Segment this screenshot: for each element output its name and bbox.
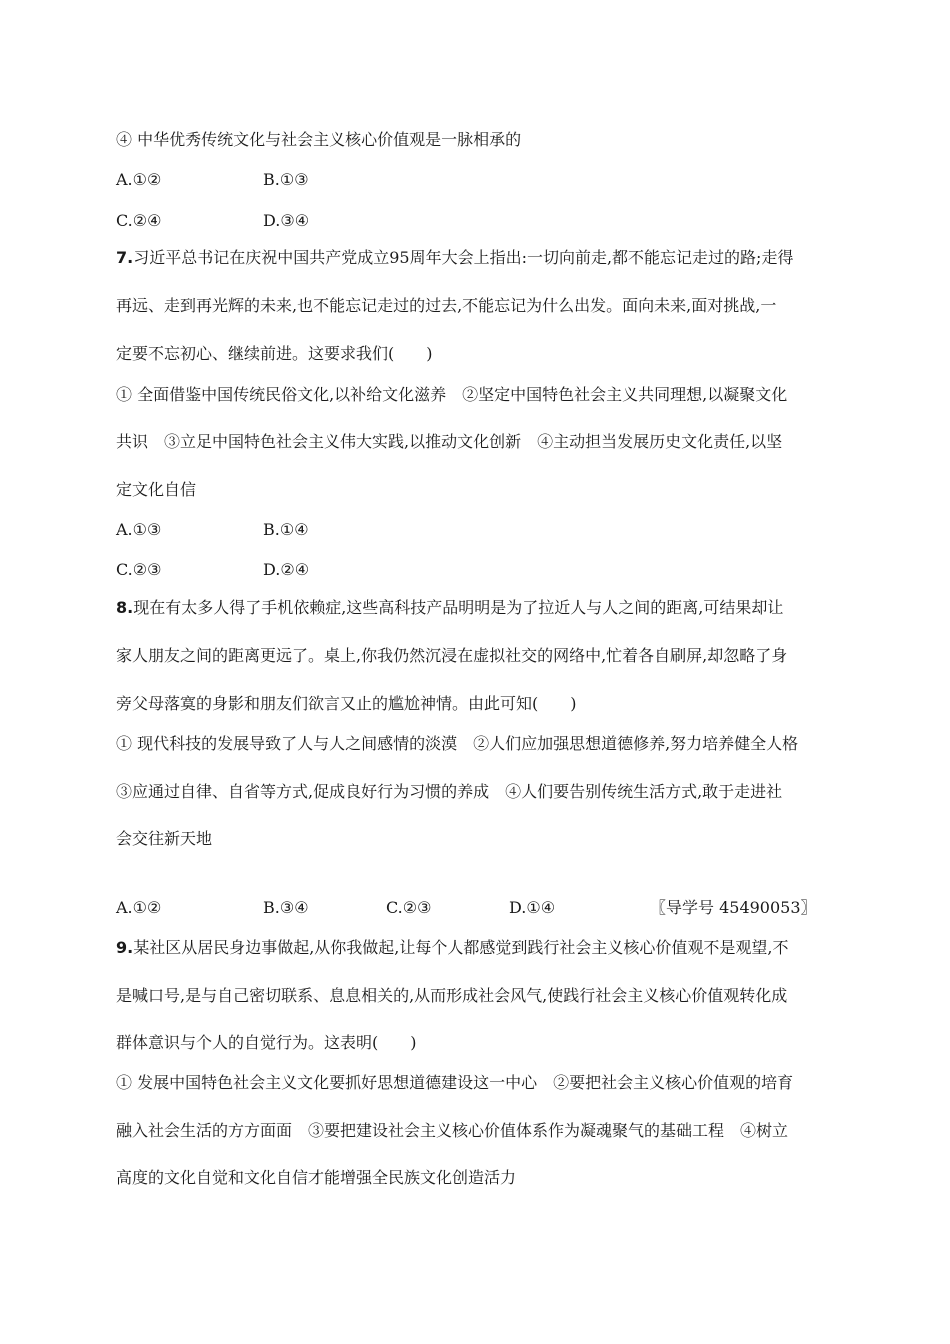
q6-option-d: D.③④ [263, 211, 310, 230]
q6-option-b: B.①③ [263, 170, 309, 189]
q8-number: 8. [116, 598, 134, 617]
q6-option-a: A.①② [116, 170, 162, 189]
q9-number: 9. [116, 938, 134, 957]
q7-option-d: D.②④ [263, 560, 310, 579]
q8-statements-line-2: ③应通过自律、自省等方式,促成良好行为习惯的养成 ④人们要告别传统生活方式,敢于走进社 [116, 782, 783, 801]
q8-stem-line-1: 8.现在有太多人得了手机依赖症,这些高科技产品明明是为了拉近人与人之间的距离,可结果却让 [116, 598, 784, 617]
q8-guide-number: 〖导学号 45490053〗 [650, 898, 817, 917]
q8-statements-line-3: 会交往新天地 [116, 829, 213, 848]
q8-option-a: A.①② [116, 898, 162, 917]
q7-statements-line-1: ① 全面借鉴中国传统民俗文化,以补给文化滋养 ②坚定中国特色社会主义共同理想,以凝聚文化 [116, 385, 788, 404]
q7-option-a: A.①③ [116, 520, 162, 539]
q7-statements-line-2: 共识 ③立足中国特色社会主义伟大实践,以推动文化创新 ④主动担当发展历史文化责任,以坚 [116, 432, 783, 451]
q8-option-d: D.①④ [509, 898, 556, 917]
q9-statements-line-2: 融入社会生活的方方面面 ③要把建设社会主义核心价值体系作为凝魂聚气的基础工程 ④树立 [116, 1121, 789, 1140]
q8-stem-line-3: 旁父母落寞的身影和朋友们欲言又止的尴尬神情。由此可知( ) [116, 694, 577, 713]
q8-stem-line-2: 家人朋友之间的距离更远了。桌上,你我仍然沉浸在虚拟社交的网络中,忙着各自刷屏,却忽略了身 [116, 646, 788, 665]
q8-option-b: B.③④ [263, 898, 309, 917]
q7-number: 7. [116, 248, 134, 267]
q9-statements-line-1: ① 发展中国特色社会主义文化要抓好思想道德建设这一中心 ②要把社会主义核心价值观的培育 [116, 1073, 794, 1092]
q7-stem-line-1: 7.习近平总书记在庆祝中国共产党成立95周年大会上指出:一切向前走,都不能忘记走过的路;走得 [116, 248, 794, 267]
q9-stem-line-1: 9.某社区从居民身边事做起,从你我做起,让每个人都感觉到践行社会主义核心价值观不是观望,不 [116, 938, 789, 957]
q9-statements-line-3: 高度的文化自觉和文化自信才能增强全民族文化创造活力 [116, 1168, 517, 1187]
q9-stem-line-2: 是喊口号,是与自己密切联系、息息相关的,从而形成社会风气,使践行社会主义核心价值观转化成 [116, 986, 788, 1005]
q7-statements-line-3: 定文化自信 [116, 480, 197, 499]
q8-option-c: C.②③ [386, 898, 432, 917]
q7-option-b: B.①④ [263, 520, 309, 539]
q9-stem-line-3: 群体意识与个人的自觉行为。这表明( ) [116, 1033, 417, 1052]
q7-stem-line-3: 定要不忘初心、继续前进。这要求我们( ) [116, 344, 433, 363]
q7-option-c: C.②③ [116, 560, 162, 579]
q6-statement-4: ④ 中华优秀传统文化与社会主义核心价值观是一脉相承的 [116, 130, 522, 149]
q7-stem-line-2: 再远、走到再光辉的未来,也不能忘记走过的过去,不能忘记为什么出发。面向未来,面对挑战,一 [116, 296, 777, 315]
q6-option-c: C.②④ [116, 211, 162, 230]
q8-statements-line-1: ① 现代科技的发展导致了人与人之间感情的淡漠 ②人们应加强思想道德修养,努力培养健全人格 [116, 734, 799, 753]
